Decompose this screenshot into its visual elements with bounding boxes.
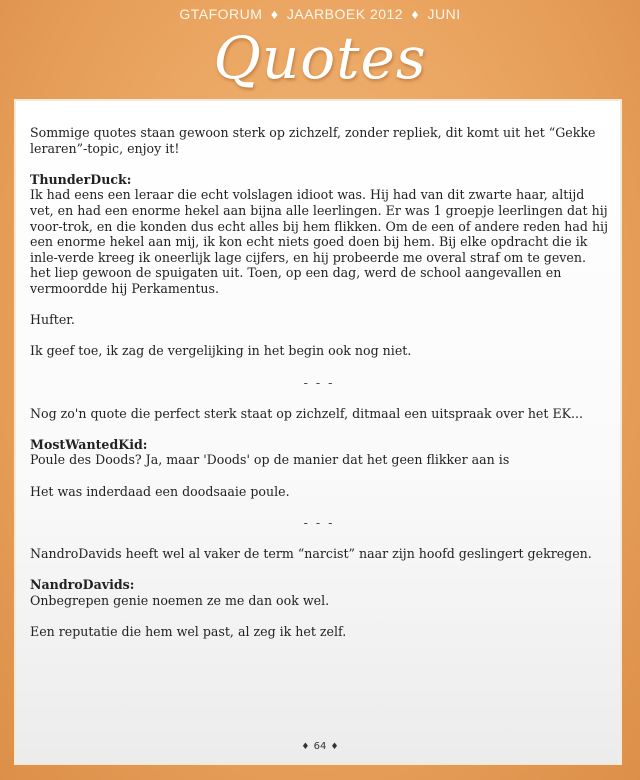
quote-text: Ik had eens een leraar die echt volslagen idioot was. Hij had van dit zwarte haar, altijd vet, en had een enorme hekel aan bijna alle leerlingen. Er was 1 groepje leerlingen dat hij voor-trok, en die konden dus echt alles bij hem flikken. Om de een of andere reden had hij een enorme hekel aan mij, ik kon echt niets goed doen bij hem. Bij elke opdracht die ik inle-verde kreeg ik oneerlijk lage cijfers, en hij probeerde me overal straf om te geven. het liep gewoon de spuigaten uit. Toen, op een dag, werd de school aangevallen en vermoordde hij Perkamentus.	[30, 187, 608, 296]
diamond-icon: ♦	[270, 6, 279, 22]
intro-paragraph: Nog zo'n quote die perfect sterk staat op zichzelf, ditmaal een uitspraak over het EK...	[30, 405, 584, 421]
quote-block	[30, 172, 608, 297]
site-name: GTAFORUM	[179, 6, 263, 22]
reply-paragraph: Hufter.	[30, 312, 75, 328]
yearbook-label: JAARBOEK 2012	[286, 6, 404, 22]
quote-block	[30, 577, 608, 608]
reply-paragraph: Ik geef toe, ik zag de vergelijking in het begin ook nog niet.	[30, 343, 412, 359]
quote-author: NandroDavids:	[30, 577, 135, 593]
content-panel	[14, 99, 622, 765]
page-number: 64	[313, 741, 327, 752]
reply-paragraph: Een reputatie die hem wel past, al zeg ik het zelf.	[30, 624, 347, 639]
page-title: Quotes	[213, 24, 427, 92]
diamond-icon: ♦	[411, 6, 420, 22]
diamond-icon: ♦	[330, 742, 339, 752]
page-footer	[16, 741, 624, 763]
quote-text: Poule des Doods? Ja, maar 'Doods' op de manier dat het geen flikker aan is	[30, 452, 510, 468]
article-body	[30, 125, 608, 655]
quote-block	[30, 437, 608, 468]
section-separator: - - -	[303, 514, 335, 530]
month-label: JUNI	[427, 6, 461, 22]
intro-paragraph: NandroDavids heeft wel al vaker de term “narcist” naar zijn hoofd geslingert gekregen.	[30, 546, 592, 562]
diamond-icon: ♦	[301, 742, 310, 752]
section-separator: - - -	[303, 374, 335, 390]
quote-text: Onbegrepen genie noemen ze me dan ook wel.	[30, 592, 330, 608]
intro-paragraph: Sommige quotes staan gewoon sterk op zichzelf, zonder repliek, dit komt uit het “Gekke leraren”-topic, enjoy it!	[30, 125, 596, 156]
quote-author: MostWantedKid:	[30, 436, 148, 452]
quote-author: ThunderDuck:	[30, 171, 132, 187]
reply-paragraph: Het was inderdaad een doodsaaie poule.	[30, 483, 290, 499]
